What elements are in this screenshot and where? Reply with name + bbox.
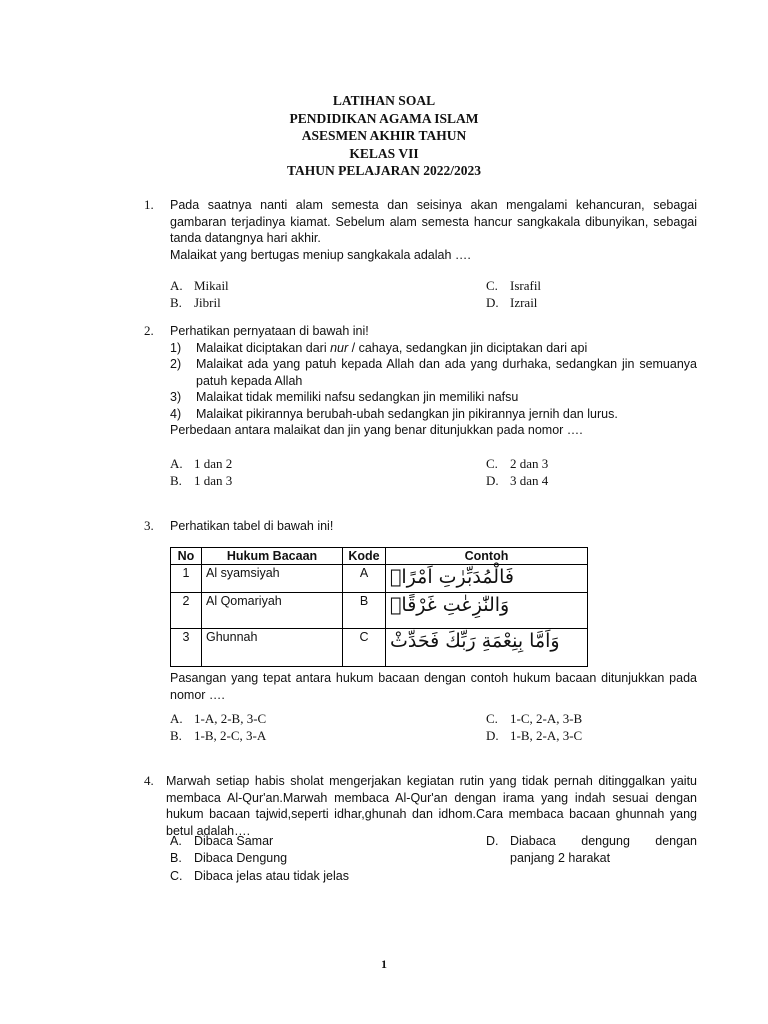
question-body — [170, 197, 697, 263]
question-number: 2. — [144, 323, 154, 338]
header-contoh: Contoh — [386, 548, 588, 565]
table-header-row — [171, 548, 588, 565]
q4-option-c[interactable]: C. Dibaca jelas atau tidak jelas — [170, 869, 349, 883]
header-kode: Kode — [343, 548, 386, 565]
header-hukum-bacaan: Hukum Bacaan — [202, 548, 343, 565]
q4-option-b[interactable]: B. Dibaca Dengung — [170, 851, 288, 865]
q4-option-d[interactable]: D. Diabaca dengung dengan panjang 2 harakat — [486, 834, 697, 865]
q1-option-a[interactable]: A. Mikail — [170, 278, 229, 293]
q2-option-a[interactable]: A. 1 dan 2 — [170, 456, 233, 471]
header-line-3: ASESMEN AKHIR TAHUN — [301, 128, 467, 143]
q1-option-b[interactable]: B. Jibril — [170, 295, 221, 310]
header-line-4: KELAS VII — [349, 145, 419, 161]
question-number: 4. — [144, 773, 154, 788]
header-line-5: TAHUN PELAJARAN 2022/2023 — [286, 163, 481, 178]
q3-option-a[interactable]: A. 1-A, 2-B, 3-C — [170, 711, 267, 726]
q2-option-d[interactable]: D. 3 dan 4 — [486, 473, 549, 488]
header-no: No — [171, 548, 202, 565]
table-row: 1 Al syamsiyah A فَالْمُدَبِّرٰتِ اَمْرًاۘ — [171, 565, 588, 593]
q4-option-a[interactable]: A. Dibaca Samar — [170, 834, 274, 848]
statement-1: 1) Malaikat diciptakan dari nur / cahaya, sedangkan jin diciptakan dari api — [170, 340, 588, 355]
page-number: 1 — [381, 957, 387, 971]
q3-option-b[interactable]: B. 1-B, 2-C, 3-A — [170, 728, 267, 743]
q3-question-prompt: Pasangan yang tepat antara hukum bacaan dengan contoh hukum bacaan ditunjukkan pada nomor …. — [170, 671, 697, 702]
q2-option-c[interactable]: C. 2 dan 3 — [486, 456, 549, 471]
statement-3: 3) Malaikat tidak memiliki nafsu sedangkan jin memiliki nafsu — [170, 390, 519, 404]
statement-2: 2) Malaikat ada yang patuh kepada Allah dan ada yang durhaka, sedangkan jin semuanya patuh kepada Allah — [170, 357, 697, 388]
statement-4: 4) Malaikat pikirannya berubah-ubah sedangkan jin pikirannya jernih dan lurus. — [170, 406, 618, 421]
question-intro: Perhatikan tabel di bawah ini! — [170, 519, 334, 533]
q2-option-b[interactable]: B. 1 dan 3 — [170, 473, 233, 488]
question-text: Pada saatnya nanti alam semesta dan seisinya akan mengalami kehancuran, sebagai gambaran terjadinya kiamat. Sebelum alam semesta hancur sangkakala dibunyikan, sebagai tanda datangnya hari akhir. — [170, 198, 697, 245]
question-body — [170, 323, 697, 439]
arabic-example: وَاَمَّا بِنِعْمَةِ رَبِّكَ فَحَدِّثْ — [386, 629, 588, 667]
hukum-bacaan-table — [170, 547, 588, 667]
question-number: 1. — [144, 197, 154, 212]
arabic-example: فَالْمُدَبِّرٰتِ اَمْرًاۘ — [386, 565, 588, 593]
q3-option-d[interactable]: D. 1-B, 2-A, 3-C — [486, 728, 583, 743]
header-line-2: PENDIDIKAN AGAMA ISLAM — [289, 110, 479, 126]
arabic-example: وَالنّٰزِعٰتِ غَرْقًاۙ — [386, 593, 588, 629]
question-text: Marwah setiap habis sholat mengerjakan kegiatan rutin yang tidak pernah ditinggalkan yaitu membaca Al-Qur'an.Marwah membaca Al-Qur'an dengan irama yang indah sesuai dengan hukum bacaan tajwid,seperti idhar,ghunah dan idhom.Cara membaca bacaan ghunnah yang betul adalah…. — [166, 774, 697, 838]
question-prompt: Perbedaan antara malaikat dan jin yang benar ditunjukkan pada nomor …. — [170, 423, 583, 437]
header-line-1: LATIHAN SOAL — [332, 93, 436, 108]
question-prompt: Malaikat yang bertugas meniup sangkakala adalah …. — [170, 247, 471, 262]
table-row: 2 Al Qomariyah B وَالنّٰزِعٰتِ غَرْقًاۙ — [171, 593, 588, 629]
q1-option-c[interactable]: C. Israfil — [486, 278, 542, 293]
question-intro: Perhatikan pernyataan di bawah ini! — [170, 324, 369, 338]
document-header — [0, 92, 768, 180]
q1-option-d[interactable]: D. Izrail — [486, 295, 538, 310]
table-row: 3 Ghunnah C وَاَمَّا بِنِعْمَةِ رَبِّكَ فَحَدِّثْ — [171, 629, 588, 667]
question-number: 3. — [144, 518, 154, 533]
q3-option-c[interactable]: C. 1-C, 2-A, 3-B — [486, 711, 583, 726]
